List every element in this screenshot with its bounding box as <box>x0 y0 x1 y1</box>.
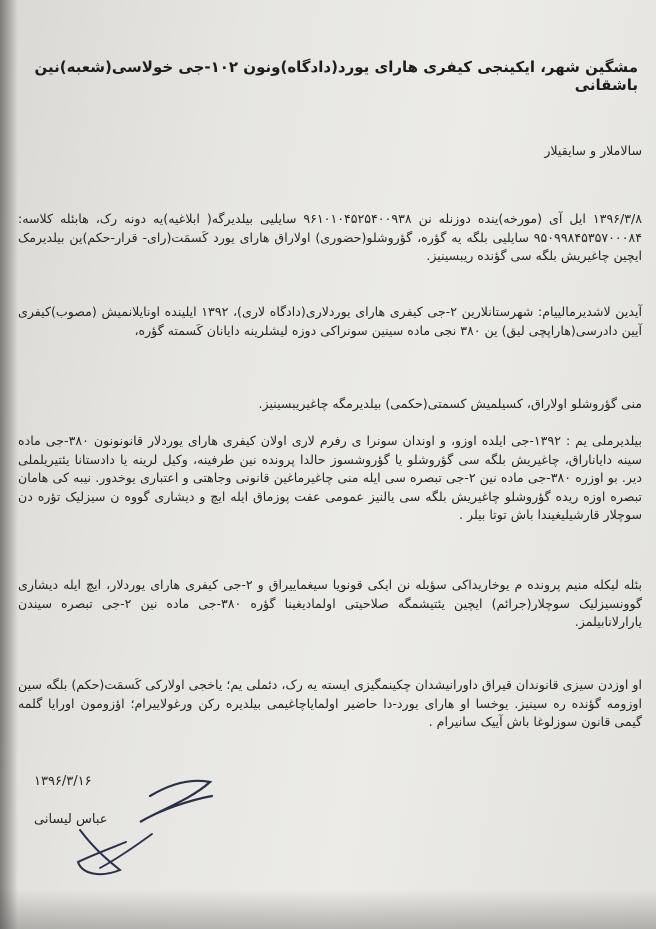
paragraph-1: ۱۳۹۶/۳/۸ ایل آی (مورخه)ینده دوزنله نن ۹۶۱۰۱۰۴۵۲۵۴۰۰۹۳۸ سایلیی بیلدیرگه( ابلاغیه)یه دونه رک، هابئله کلاسه: ۹۵۰۹۹۸۴۵۳۵۷۰۰۰۸۴ سایلیی بلگه یه گؤره، گؤروشلو(حضوری) اولاراق هارای یورد کَسمَت(رای- قرار-حکم)ین بیلدیرمک ایچین چاغیریش بلگه سی گؤنده ریبسینیز. <box>18 211 642 263</box>
paragraph-4: بیلدیرملی یم : ۱۳۹۲-جی ایلده اوزو، و اوندان سونرا ی رفرم لاری اولان کیفری هارای یوردلار قانونونون ۳۸۰-جی ماده سینه دایاناراق، چاغیریش بلگه سی گؤروشلو یا گؤروشسوز حالدا پرونده نین طرفینه، وکیل لرینه یا دادستانا یئتیریلملی دیر. بو اوزره ۳۸۰-جی ماده نین ۲-جی تبصره سی ایله منی چاغیرماغین قانونی وجاهتی و اعتباری یوخدور. نیبه کی هامان تبصره اوزه ریده گؤروشلو چاغیریش بلگه سی یالنیز عمومی عفت پوزماق ایله ایچ و دیشاری گووه ن سیزلیک تؤره دن سوچلار قارشیلیغیندا باش توتا بیلر . <box>18 433 642 522</box>
paragraph-3: منی گؤروشلو اولاراق، کسیلمیش کسمتی(حکمی) بیلدیرمگه چاغیریبسینیز. <box>258 396 642 411</box>
page-edge-shadow <box>0 0 18 929</box>
letter-greeting: سالاملار و سایقیلار <box>544 143 642 158</box>
handwritten-signature <box>40 770 230 890</box>
letter-heading: مشگین شهر، ایکینجی کیفری هارای یورد(دادگاه)ونون ۱۰۲-جی خولاسی(شعبه)نین باشقانی <box>34 58 638 94</box>
letter-date: ۱۳۹۶/۳/۱۶ <box>34 774 92 789</box>
paragraph-5: بئله لیکله منیم پرونده م یوخاریداکی سؤیله نن ایکی قونویا سیغماییراق و ۲-جی کیفری هارای یوردلار، ایچ ایله دیشاری گوونسیزلیک سوچلار(جرائم) ایچین یئتیشمگه صلاحیتی اولمادیغینا گؤره ۳۸۰-جی ماده نین ۲-جی تبصره سیندن یارارلانابیلمز. <box>18 577 643 629</box>
paragraph-2: آیدین لاشدیرمالییام: شهرستانلارین ۲-جی کیفری هارای یوردلاری(دادگاه لاری)، ۱۳۹۲ ایلینده اونایلانمیش (مصوب)کیفری آیین دادرسی(هاراپچی لیق) ین ۳۸۰ نجی ماده سینین سونراکی دوزه لیشلرینه دایانان کَسمته گؤره، <box>18 304 642 338</box>
paragraph-6: او اوزدن سیزی قانوندان قیراق داورانیشدان چکینمگیزی ایسته یه رک، دئملی یم؛ یاخجی اولارکی کَسمَت(حکم) بلگه سین اوزومه گؤنده ره سینیز. یوخسا او هارای یورد-دا حاضیر اولمایاچاغیمی بیلدیره رکن ورغولاییرام؛ اؤزومون اورایا گلمه گیمی قانون سوزلوغا باش آییک سانیرام . <box>18 677 642 729</box>
signer-name: عباس لیسانی <box>34 812 108 827</box>
page-bottom-shadow <box>0 889 656 929</box>
